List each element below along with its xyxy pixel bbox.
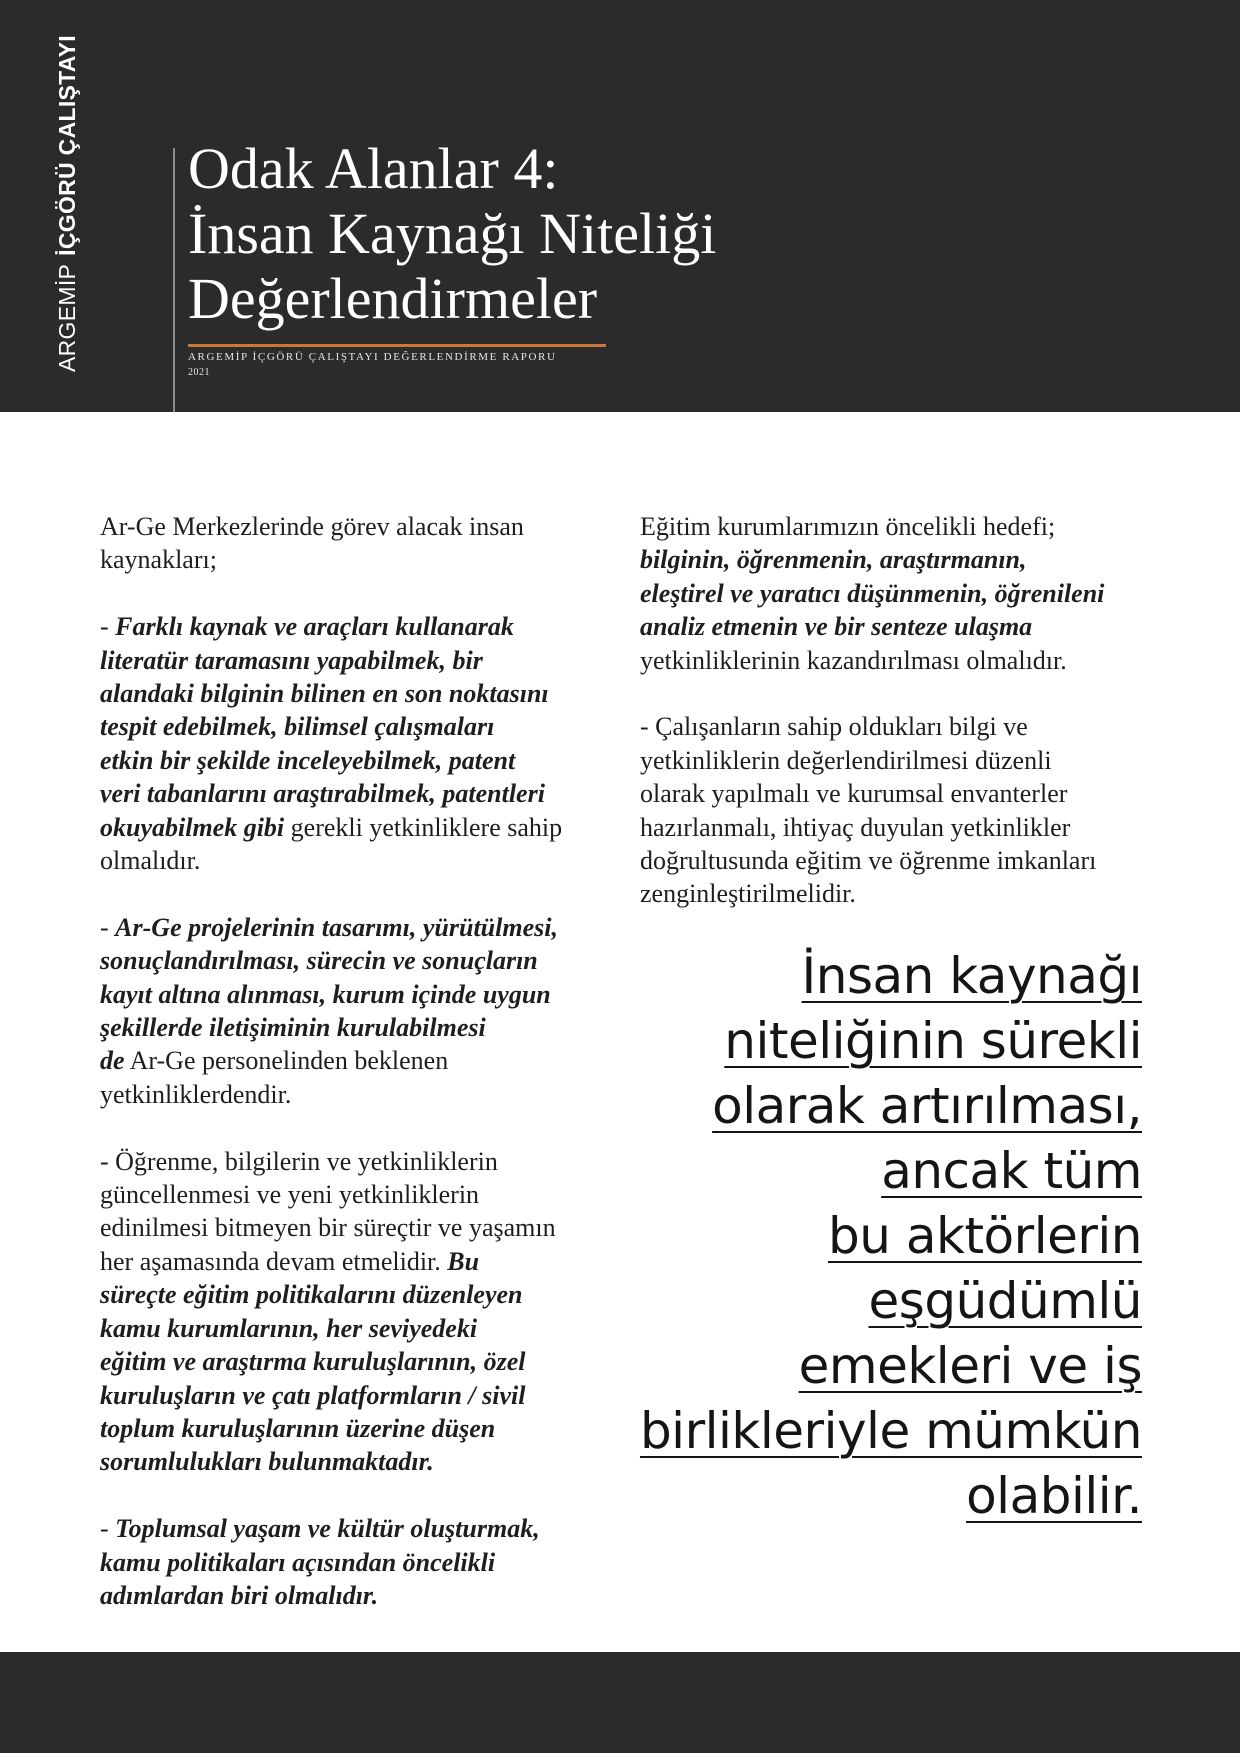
pull-quote-line: olabilir. xyxy=(966,1467,1142,1525)
header-band xyxy=(0,0,1240,412)
report-year: 2021 xyxy=(188,367,210,378)
left-paragraph-1: - Farklı kaynak ve araçları kullanarak literatür taramasını yapabilmek, bir alandaki bilginin bilinen en son noktasını tespit edebilmek, bilimsel çalışmaları etkin bir şekilde inceleyebilmek, patent veri tabanlarını araştırabilmek, patentleri okuyabilmek gibi gerekli yetkinliklere sahip olmalıdır. xyxy=(100,612,563,876)
footer-band xyxy=(0,1652,1240,1753)
left-paragraph-4: - Toplumsal yaşam ve kültür oluşturmak, kamu politikaları açısından öncelikli adımlardan biri olmalıdır. xyxy=(100,1514,540,1610)
side-label-brand: ARGEMİP xyxy=(54,263,80,372)
report-name: ARGEMİP İÇGÖRÜ ÇALIŞTAYI DEĞERLENDİRME RAPORU xyxy=(188,351,557,363)
pull-quote-line: bu aktörlerin xyxy=(828,1207,1142,1265)
left-intro-paragraph: Ar-Ge Merkezlerinde görev alacak insan kaynakları; xyxy=(100,512,524,575)
title-line: İnsan Kaynağı Niteliği xyxy=(188,201,717,266)
header-vertical-rule xyxy=(173,148,175,412)
title-line: Değerlendirmeler xyxy=(188,266,598,331)
pull-quote-line: eşgüdümlü xyxy=(868,1272,1142,1330)
title-accent-rule xyxy=(188,344,606,347)
right-paragraph-1: Eğitim kurumlarımızın öncelikli hedefi; bilginin, öğrenmenin, araştırmanın, eleştirel ve yaratıcı düşünmenin, öğrenileni analiz etmenin ve bir senteze ulaşma yetkinliklerinin kazandırılması olmalıdır. xyxy=(640,512,1105,675)
page-title xyxy=(188,136,716,331)
pull-quote-line: olarak artırılması, xyxy=(712,1077,1142,1135)
right-paragraph-2: - Çalışanların sahip oldukları bilgi ve yetkinliklerin değerlendirilmesi düzenli olarak yapılmalı ve kurumsal envanterler hazırlanmalı, ihtiyaç duyulan yetkinlikler doğrultusunda eğitim ve öğrenme imkanları zenginleştirilmelidir. xyxy=(640,712,1097,909)
title-line: Odak Alanlar 4: xyxy=(188,136,559,201)
right-column xyxy=(640,510,1170,944)
pull-quote-line: İnsan kaynağı xyxy=(801,947,1142,1005)
side-label xyxy=(52,35,82,372)
pull-quote-line: niteliğinin sürekli xyxy=(724,1012,1142,1070)
pull-quote xyxy=(580,944,1142,1529)
left-paragraph-3: - Öğrenme, bilgilerin ve yetkinliklerin güncellenmesi ve yeni yetkinliklerin edinilmesi bitmeyen bir süreçtir ve yaşamın her aşamasında devam etmelidir. Bu süreçte eğitim politikalarını düzenleyen kamu kurumlarının, her seviyedeki eğitim ve araştırma kuruluşlarının, özel kuruluşların ve çatı platformların / sivil toplum kuruluşlarının üzerine düşen sorumlulukları bulunmaktadır. xyxy=(100,1146,556,1477)
left-paragraph-2: - Ar-Ge projelerinin tasarımı, yürütülmesi, sonuçlandırılması, sürecin ve sonuçların kayıt altına alınması, kurum içinde uygun şekillerde iletişiminin kurulabilmesi de Ar-Ge personelinden beklenen yetkinliklerdendir. xyxy=(100,912,558,1109)
left-column xyxy=(100,510,620,1646)
pull-quote-line: emekleri ve iş xyxy=(798,1337,1142,1395)
side-label-sub: İÇGÖRÜ ÇALIŞTAYI xyxy=(54,35,80,256)
pull-quote-line: ancak tüm xyxy=(881,1142,1142,1200)
pull-quote-line: birlikleriyle mümkün xyxy=(639,1402,1142,1460)
